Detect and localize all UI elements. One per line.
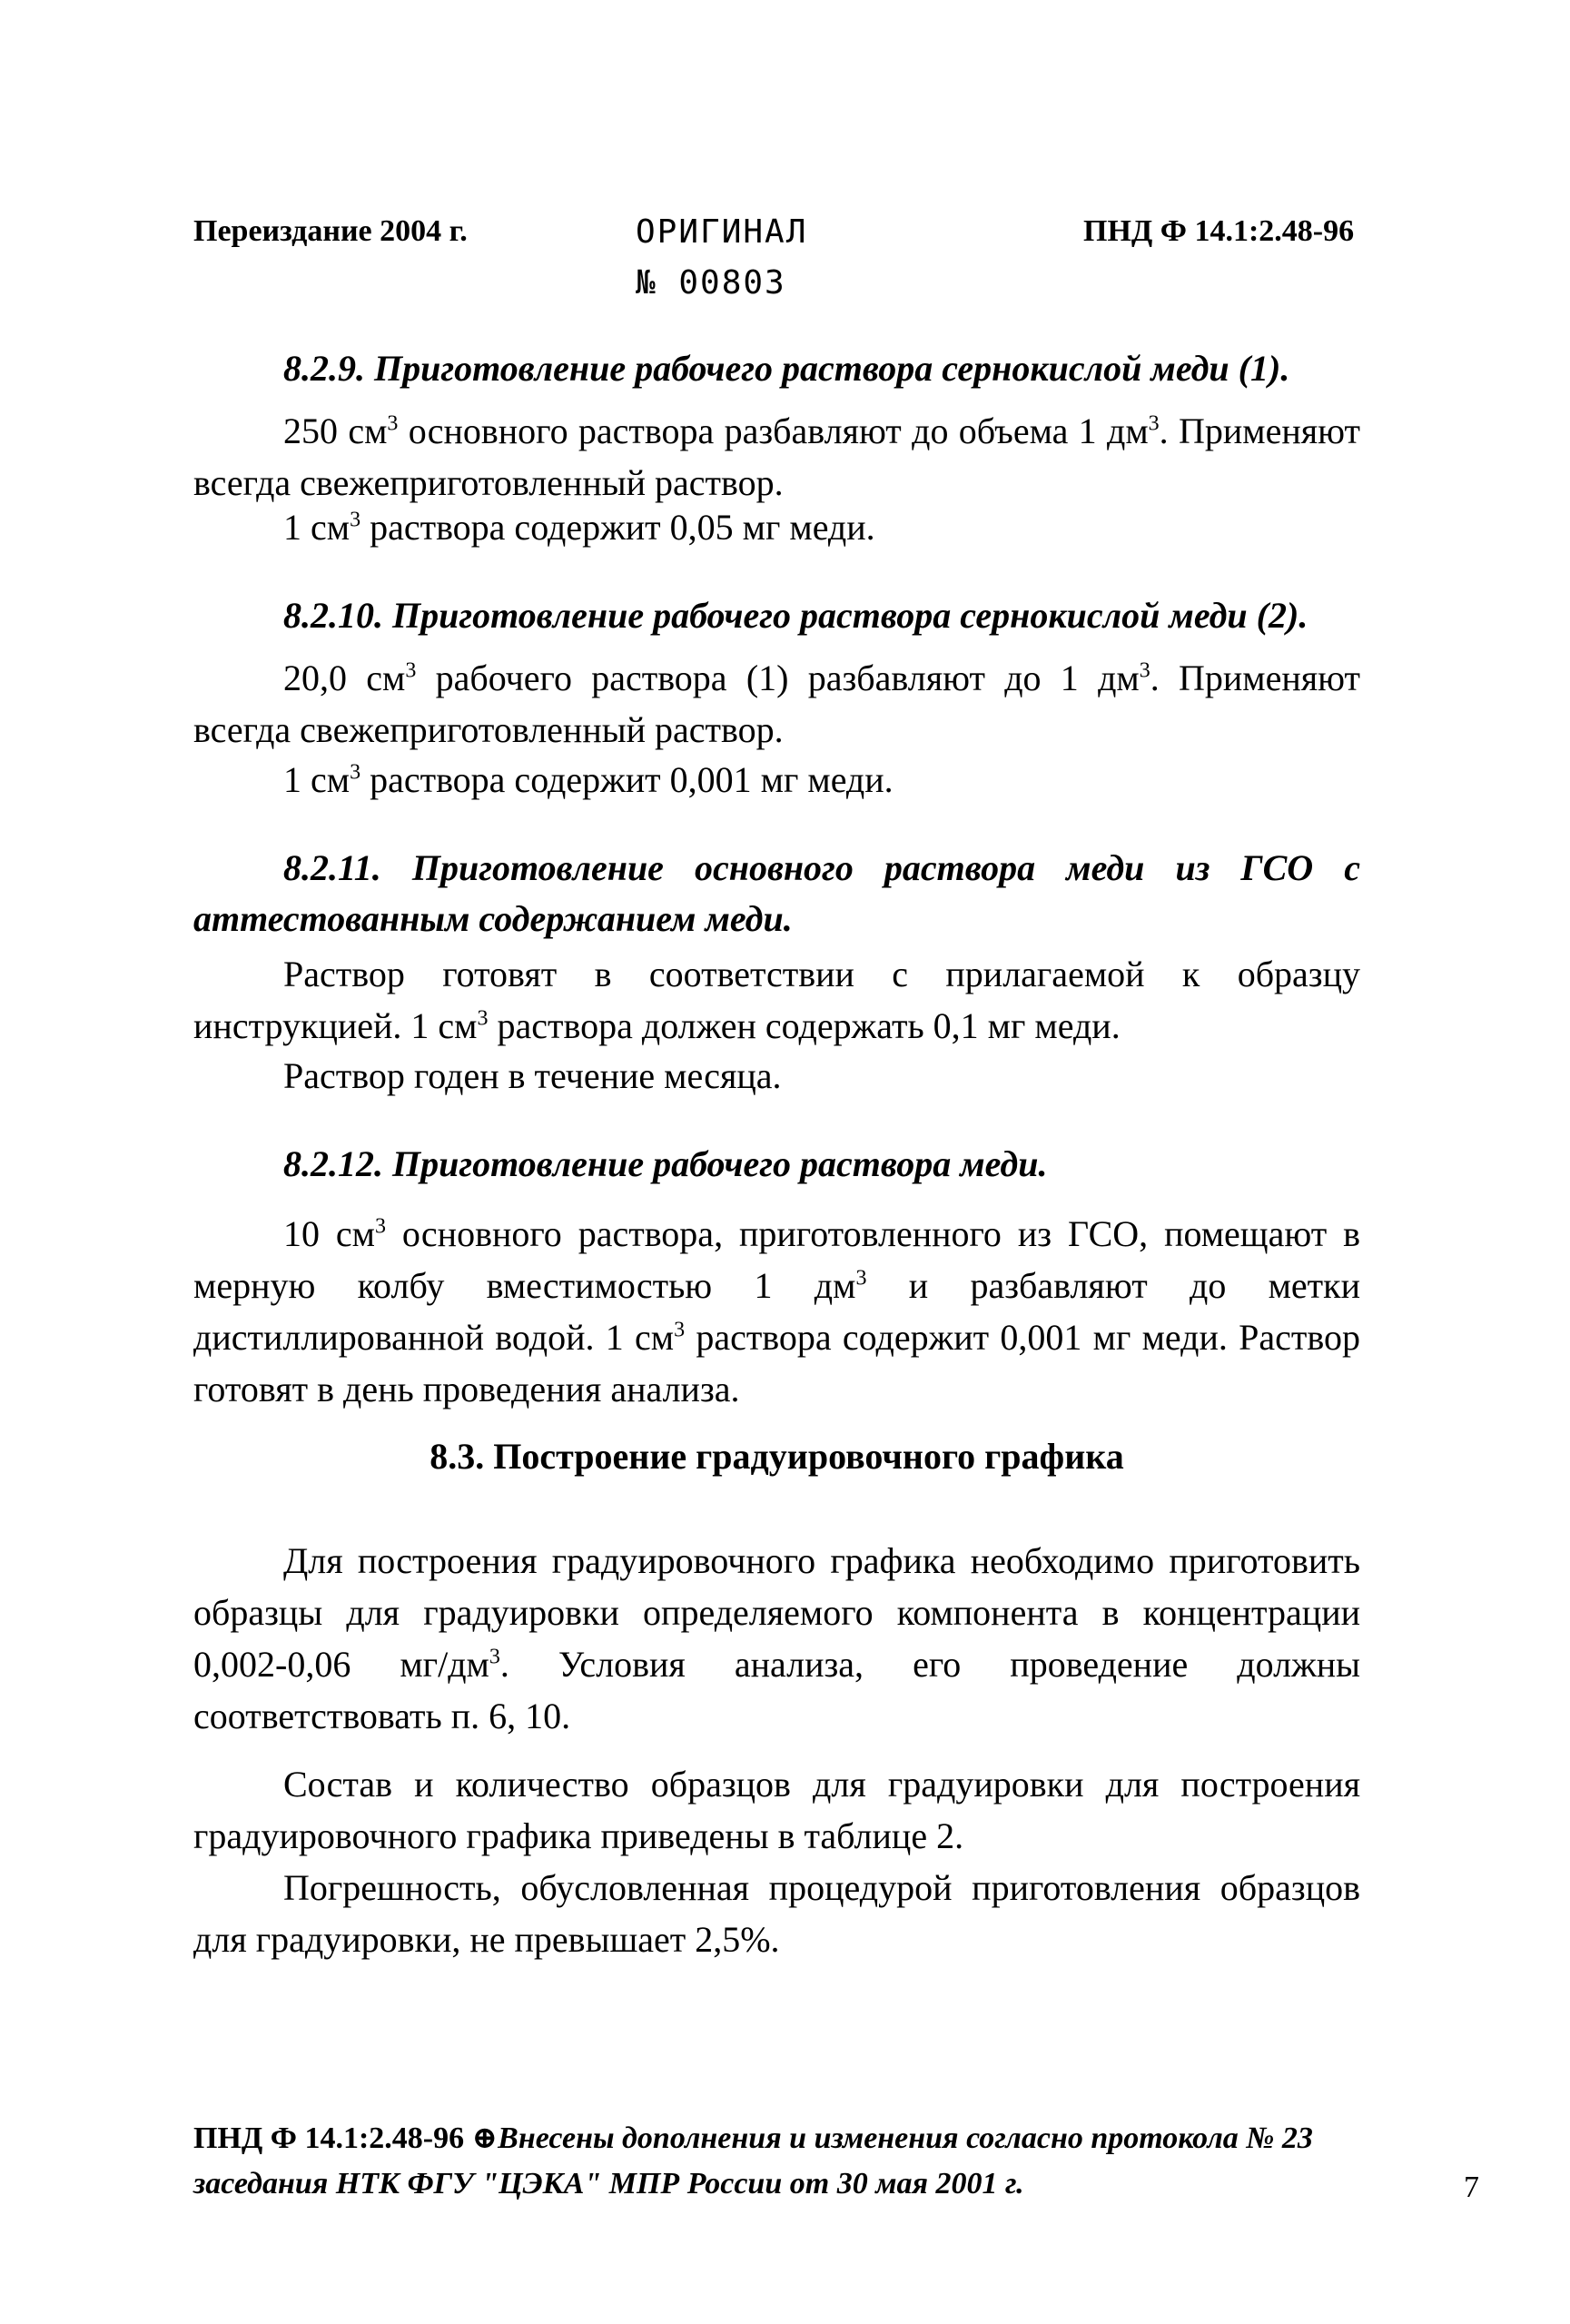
section-8-2-12-paragraph-1: 10 $см^3$ основного раствора, приготовленного из ГСО, помещают в мерную колбу вместимостью 1 $дм^3$ и разбавляют до метки дистиллированной водой. 1 $см^3$ раствора содержит 0,001 мг меди. Раствор готовят в день проведения анализа.: [193, 1213, 1360, 1409]
document-code: ПНД Ф 14.1:2.48-96: [1083, 214, 1355, 248]
stamp-line-1: ОРИГИНАЛ: [636, 213, 808, 251]
reissue-label: Переиздание 2004 г.: [193, 214, 468, 248]
section-8-3-paragraph-1: Для построения градуировочного графика необходимо приготовить образцы для градуировки определяемого компонента в концентрации 0,002-0,06 $мг/дм^3$. Условия анализа, его проведение должны соответствовать п. 6, 10.: [193, 1540, 1360, 1736]
page-number: 7: [1464, 2171, 1479, 2204]
section-8-3-paragraph-3: Погрешность, обусловленная процедурой приготовления образцов для градуировки, не превышает 2,5%.: [193, 1867, 1360, 1960]
footer-document-code: ПНД Ф 14.1:2.48-96: [193, 2121, 465, 2155]
section-8-2-12-title: 8.2.12. Приготовление рабочего раствора меди.: [283, 1143, 1048, 1184]
section-8-2-9-title: 8.2.9. Приготовление рабочего раствора сернокислой меди (1).: [283, 348, 1290, 389]
section-8-2-11-title: 8.2.11. Приготовление основного раствора меди из ГСО с аттестованным содержанием меди.: [193, 847, 1360, 939]
footer-note: [193, 2116, 1374, 2207]
section-8-3-title: 8.3. Построение градуировочного графика: [430, 1436, 1124, 1477]
original-stamp: [636, 207, 807, 309]
section-8-2-10-paragraph-2: 1 $см^3$ раствора содержит 0,001 мг меди.: [283, 759, 894, 800]
footer-amendment-note: Внесены дополнения и изменения согласно протокола № 23 заседания НТК ФГУ "ЦЭКА" МПР России от 30 мая 2001 г.: [193, 2121, 1313, 2200]
section-8-2-10-title: 8.2.10. Приготовление рабочего раствора сернокислой меди (2).: [283, 595, 1308, 636]
section-8-2-11-paragraph-2: Раствор годен в течение месяца.: [283, 1055, 782, 1096]
footer-change-mark: ⊕: [471, 2121, 499, 2155]
section-8-2-10-paragraph-1: 20,0 $см^3$ рабочего раствора (1) разбавляют до 1 $дм^3$. Применяют всегда свежеприготовленный раствор.: [193, 658, 1360, 750]
stamp-line-2: № 00803: [636, 264, 786, 302]
section-8-3-paragraph-2: Состав и количество образцов для градуировки для построения градуировочного графика приведены в таблице 2.: [193, 1764, 1360, 1856]
section-8-2-11-paragraph-1: Раствор готовят в соответствии с прилагаемой к образцу инструкцией. 1 $см^3$ раствора должен содержать 0,1 мг меди.: [193, 954, 1360, 1046]
section-8-2-9-paragraph-2: 1 $см^3$ раствора содержит 0,05 мг меди.: [283, 507, 875, 548]
section-8-2-9-paragraph-1: 250 $см^3$ основного раствора разбавляют до объема 1 $дм^3$. Применяют всегда свежеприготовленный раствор.: [193, 410, 1360, 503]
